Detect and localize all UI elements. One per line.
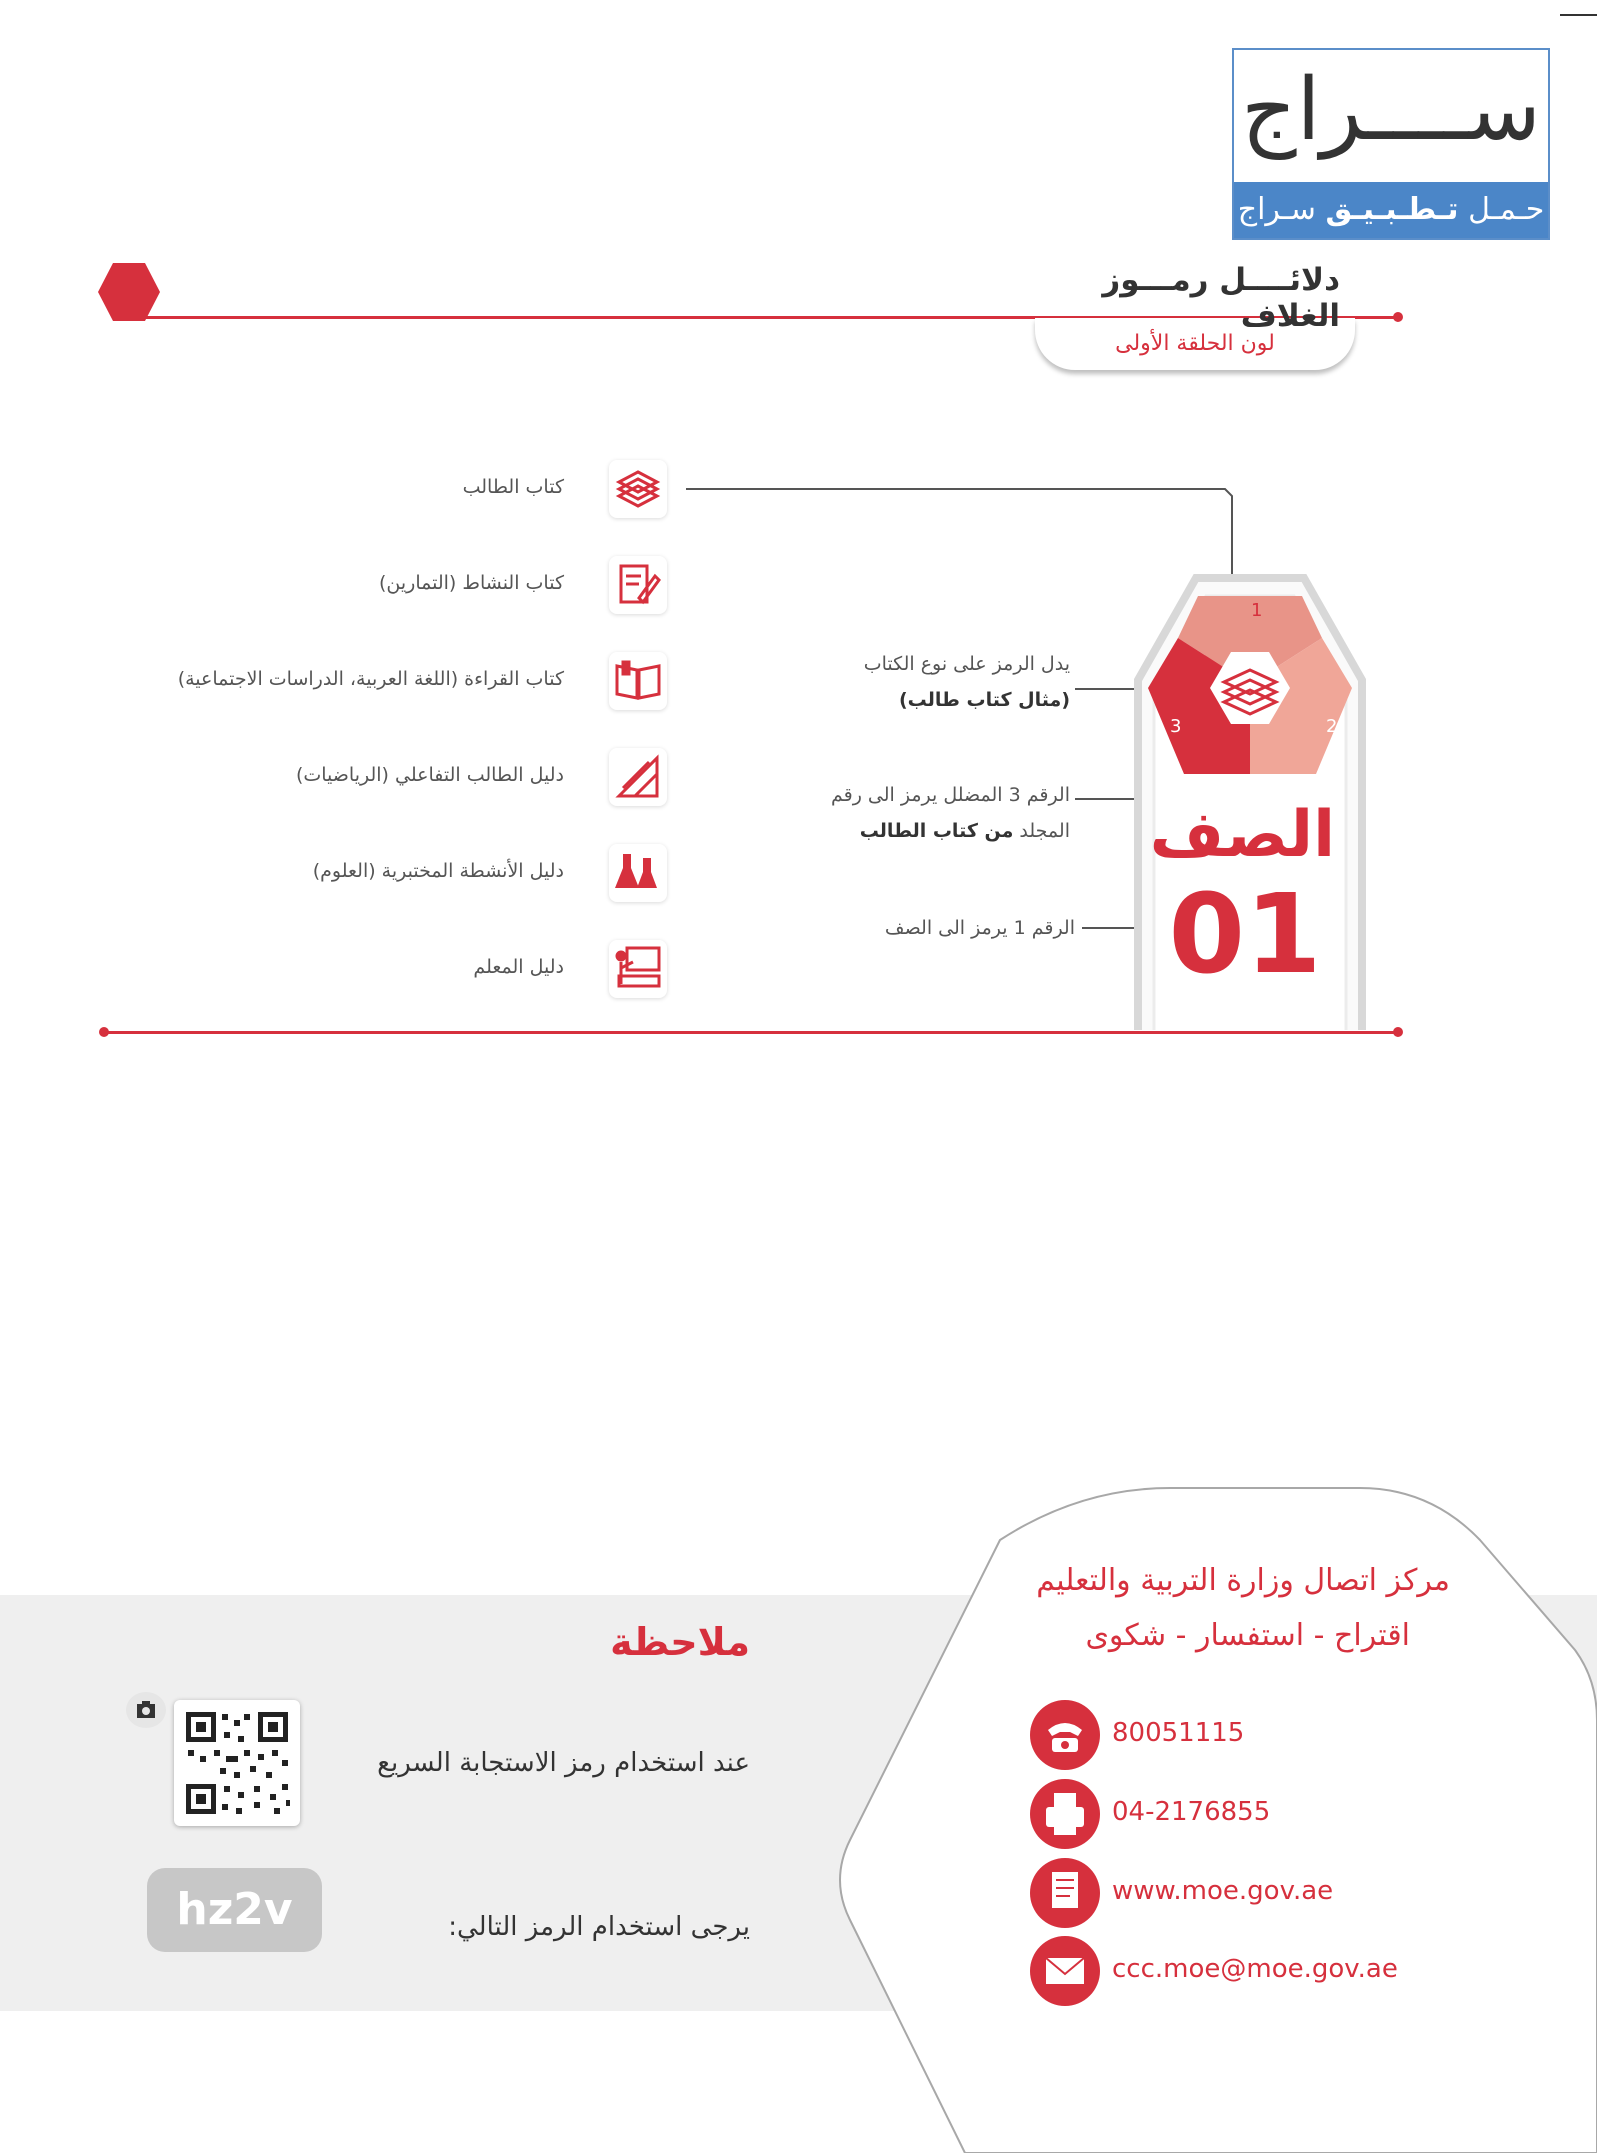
- contact-subtitle: اقتراح - استفسار - شكوى: [1085, 1618, 1410, 1653]
- annotation-volume-line2-bold: من كتاب الطالب: [859, 820, 1014, 842]
- legend-label-lab-guide: دليل الأنشطة المختبرية (العلوم): [312, 860, 564, 882]
- annotation-grade: الرقم 1 يرمز الى الصف: [884, 917, 1075, 939]
- annotation-volume: [740, 777, 1070, 849]
- contact-website: www.moe.gov.ae: [1112, 1876, 1334, 1906]
- note-line2: يرجى استخدام الرمز التالي:: [448, 1912, 750, 1942]
- envelope-icon: [1030, 1936, 1100, 2006]
- logo-wordmark: ســــراج: [1241, 60, 1541, 160]
- fax-icon: [1030, 1779, 1100, 1849]
- annotation-volume-line1: الرقم 3 المضلل يرمز الى رقم: [830, 784, 1070, 806]
- grade-word: الصف: [1149, 798, 1335, 872]
- annotation-book-type: [740, 646, 1070, 718]
- contact-title: مركز اتصال وزارة التربية والتعليم: [1036, 1563, 1450, 1598]
- web-page-icon: [1030, 1858, 1100, 1928]
- note-title: ملاحظة: [610, 1620, 750, 1664]
- logo-band-suffix: سـراج: [1237, 192, 1316, 227]
- legend-label-activity-book: كتاب النشاط (التمارين): [379, 572, 564, 594]
- badge-segment-3: 3: [1170, 716, 1182, 737]
- annotation-book-type-line2: (مثال كتاب طالب): [898, 689, 1070, 711]
- logo-band-prefix: حـمـل: [1468, 192, 1545, 227]
- logo-band-bold: تـطـبـيـق: [1325, 192, 1459, 227]
- badge-segment-1: 1: [1251, 600, 1263, 621]
- quick-code: hz2v: [147, 1868, 322, 1952]
- badge-segment-2: 2: [1326, 716, 1338, 737]
- annotation-book-type-line1: يدل الرمز على نوع الكتاب: [863, 653, 1070, 675]
- legend-label-teacher-guide: دليل المعلم: [473, 956, 564, 978]
- note-line1: عند استخدام رمز الاستجابة السريع: [377, 1748, 750, 1778]
- contact-phone: 80051115: [1112, 1718, 1245, 1748]
- phone-icon: [1030, 1700, 1100, 1770]
- bottom-rule-dot-left: [99, 1027, 109, 1037]
- section-bottom-rule: [104, 1031, 1396, 1034]
- contact-row-email[interactable]: [1030, 1936, 1410, 2006]
- legend-label-interactive-guide: دليل الطالب التفاعلي (الرياضيات): [295, 764, 564, 786]
- camera-icon: [126, 1692, 166, 1728]
- annotation-volume-line2-normal: المجلد: [1019, 820, 1070, 842]
- legend-label-students-book: كتاب الطالب: [462, 476, 564, 498]
- header-tab-label: لون الحلقة الأولى: [1115, 331, 1275, 356]
- qr-code[interactable]: [174, 1700, 300, 1826]
- contact-fax: 04-2176855: [1112, 1797, 1271, 1827]
- contact-email: ccc.moe@moe.gov.ae: [1112, 1954, 1398, 1984]
- contact-row-fax[interactable]: [1030, 1779, 1410, 1849]
- legend-label-reading-book: كتاب القراءة (اللغة العربية، الدراسات الاجتماعية): [177, 668, 564, 690]
- bottom-rule-dot-right: [1393, 1027, 1403, 1037]
- page-title: دلائــــل رمـــوز الغلاف: [1102, 262, 1340, 334]
- contact-row-phone[interactable]: [1030, 1700, 1410, 1770]
- grade-number: 01: [1168, 870, 1322, 998]
- contact-row-web[interactable]: [1030, 1858, 1410, 1928]
